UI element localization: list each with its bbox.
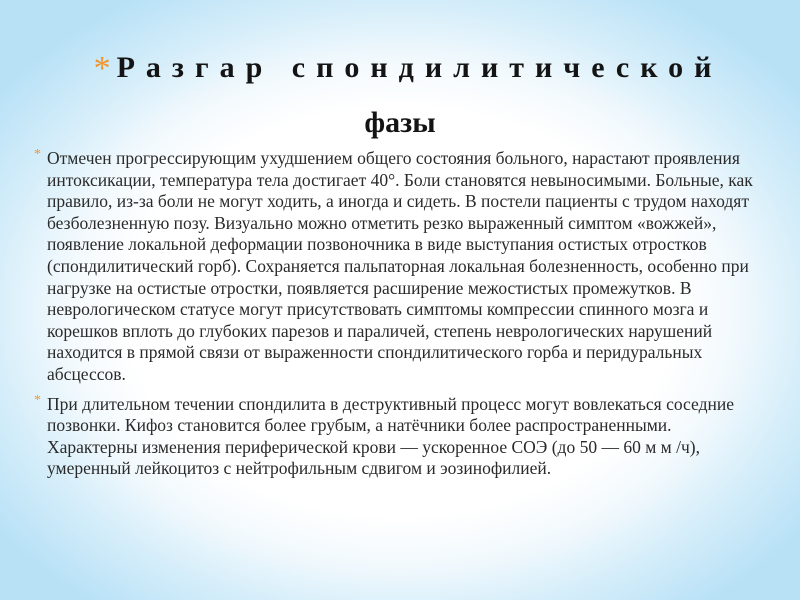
title-text-line-1: Разгар спондилитической — [116, 51, 723, 84]
title-line-2: фазы — [364, 106, 436, 139]
asterisk-bullet-icon: * — [93, 50, 111, 87]
slide-content — [34, 148, 754, 480]
asterisk-bullet-icon: * — [34, 392, 41, 408]
title-line-1 — [0, 46, 800, 91]
bullet-paragraph-2 — [34, 394, 754, 480]
bullet-paragraph-1 — [34, 148, 754, 386]
bullet-text: При длительном течении спондилита в деструктивный процесс могут вовлекаться соседние позвонки. Кифоз становится более грубым, а натёчники более распространенными. Характерны изменения периферической крови — ускоренное СОЭ (до 50 — 60 м м /ч), умеренный лейкоцитоз с нейтрофильным сдвигом и эозинофилией. — [47, 393, 734, 479]
slide-title — [0, 46, 800, 143]
bullet-text: Отмечен прогрессирующим ухудшением общего состояния больного, нарастают проявления интоксикации, температура тела достигает 40°. Боли становятся невыносимыми. Больные, как правило, из-за боли не могут ходить, а иногда и сидеть. В постели пациенты с трудом находят безболезненную позу. Визуально можно отметить резко выраженный симптом «вожжей», появление локальной деформации позвоночника в виде выступания остистых отростков (спондилитический горб). Сохраняется пальпаторная локальная болезненность, особенно при нагрузке на остистые отростки, появляется расширение межостистых промежутков. В неврологическом статусе могут присутствовать симптомы компрессии спинного мозга и корешков вплоть до глубоких парезов и параличей, степень неврологических нарушений находится в прямой связи от выраженности спондилитического горба и перидуральных абсцессов. — [47, 148, 753, 384]
asterisk-bullet-icon: * — [34, 147, 41, 162]
